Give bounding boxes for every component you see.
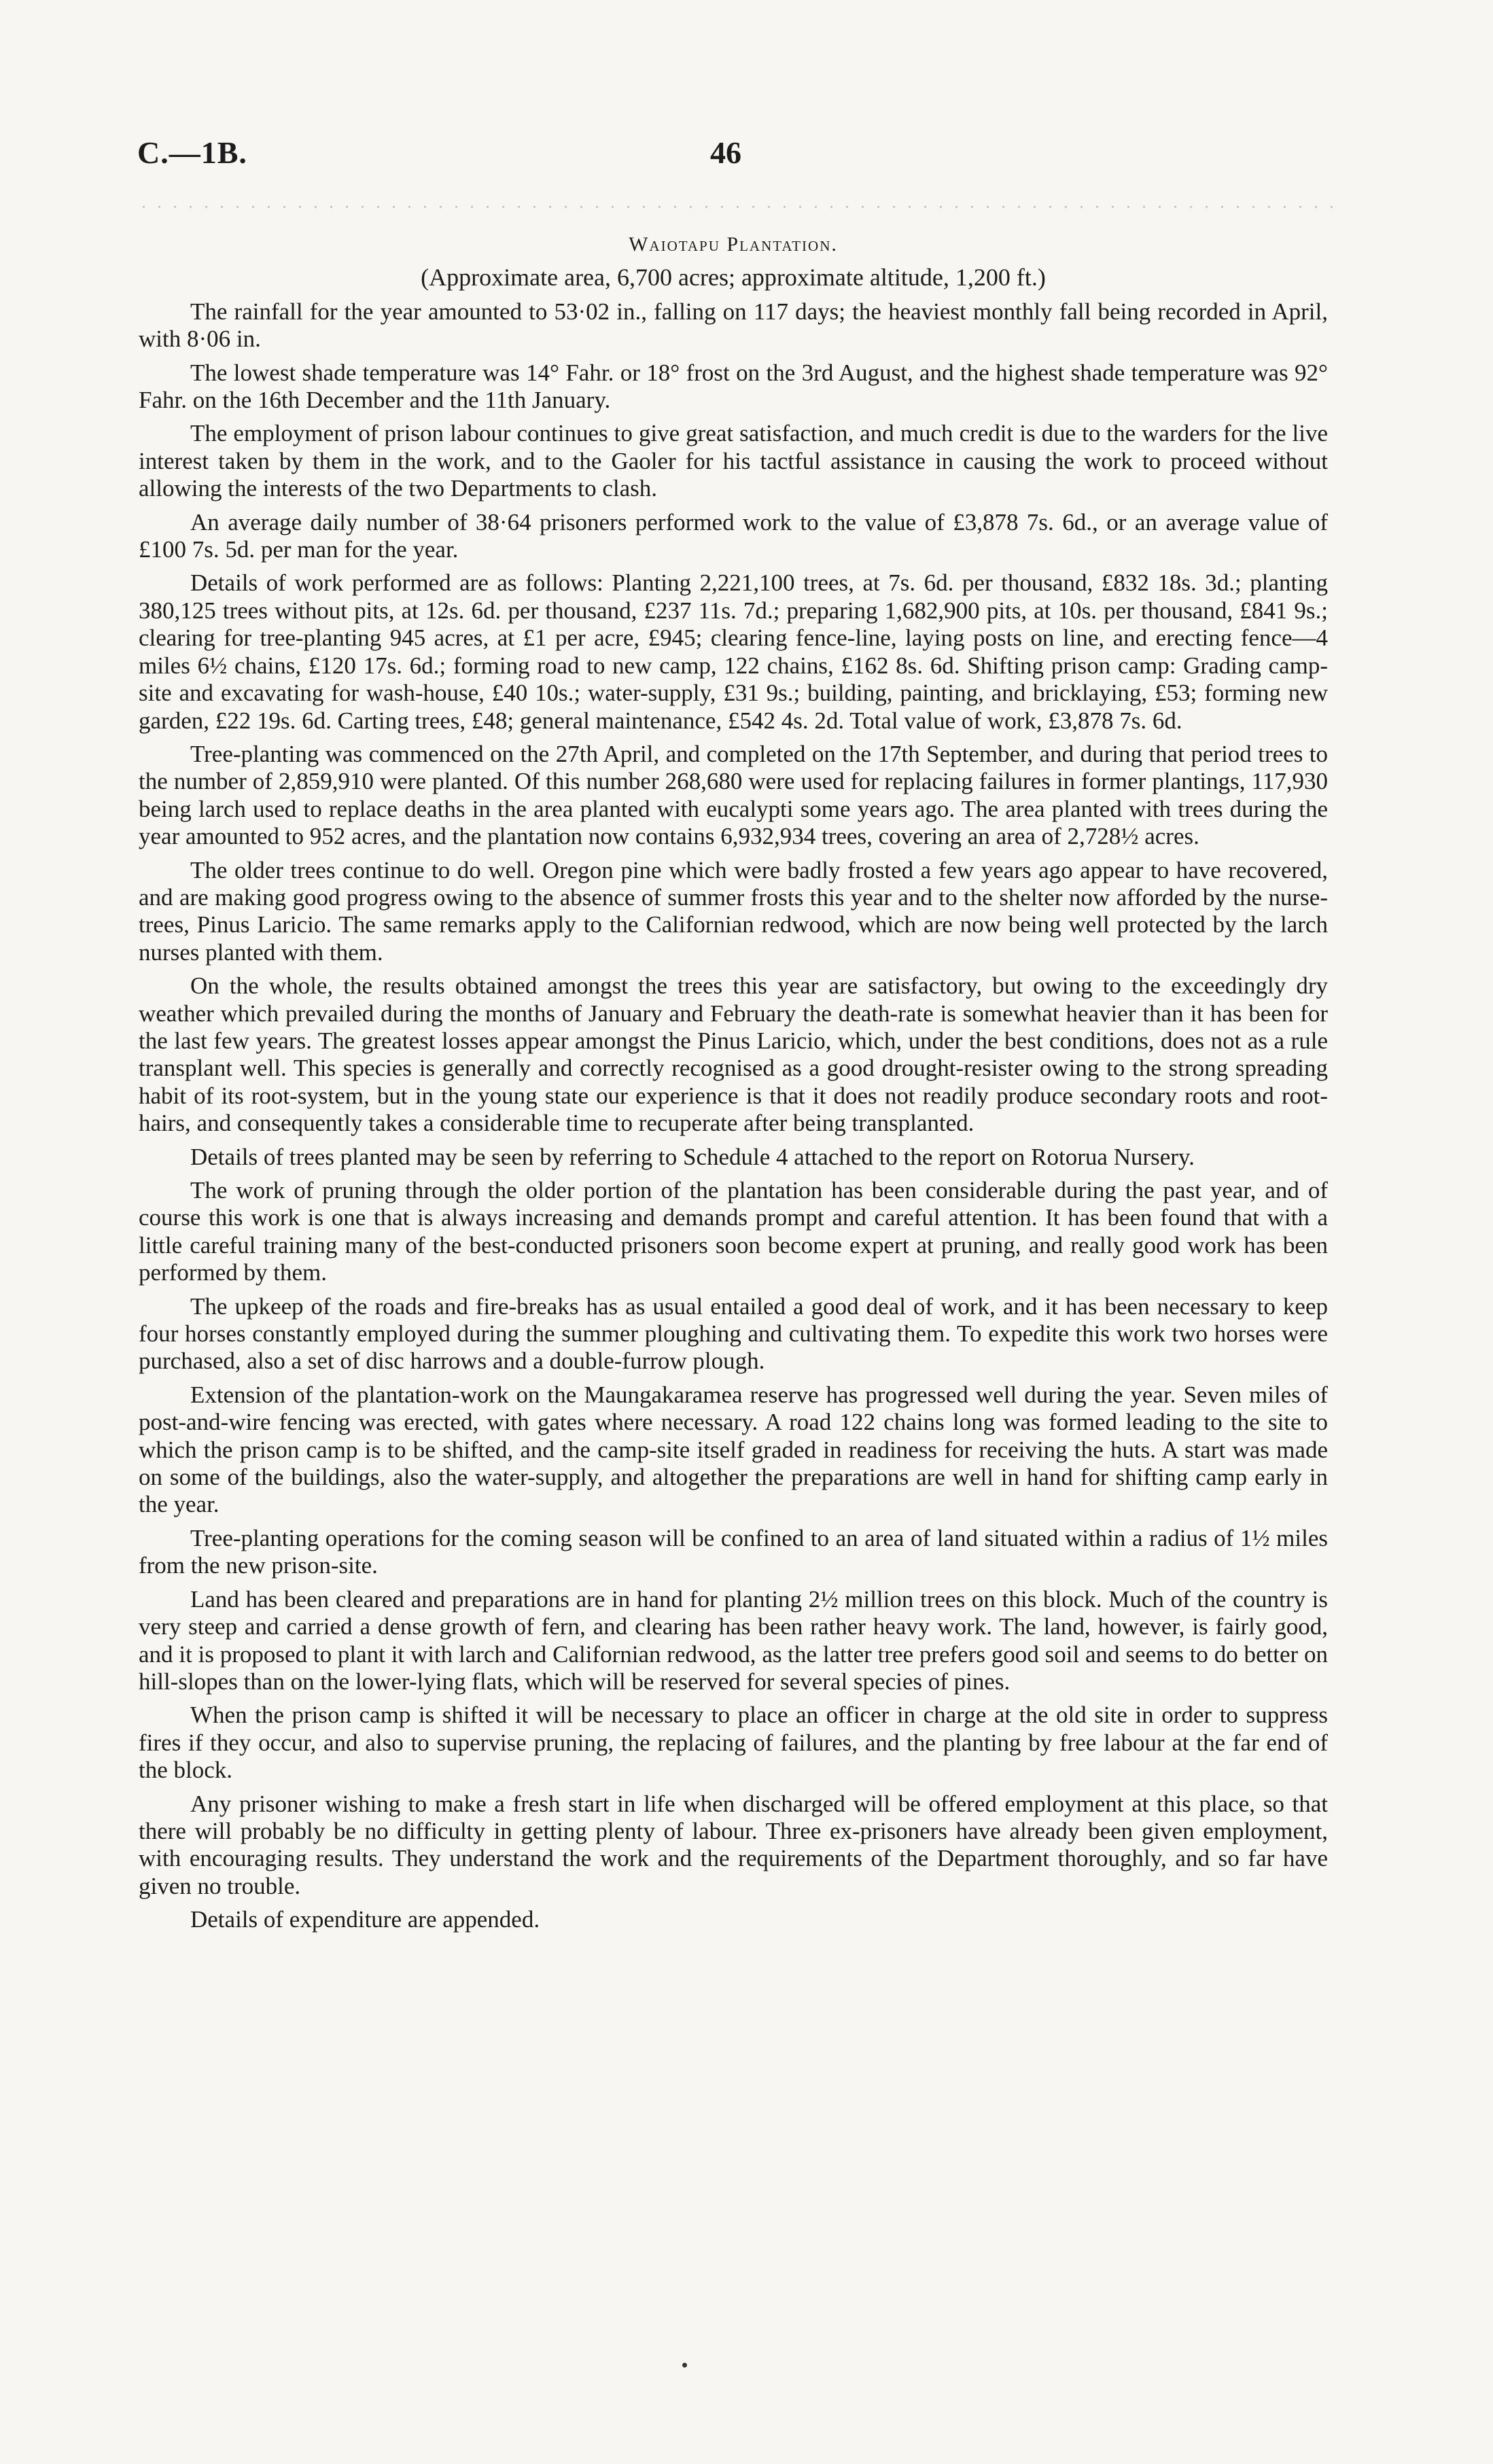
paragraph-work-details: Details of work performed are as follows: Planting 2,221,100 trees, at 7s. 6d. per thousand, £832 18s. 3d.; planting 380,125 trees without pits, at 12s. 6d. per thousand, £237 11s. 7d.; preparing 1,682,900 pits, at 10s. per thousand, £841 9s.; clearing for tree-planting 945 acres, at £1 per acre, £945; clearing fence-line, laying posts on line, and erecting fence—4 miles 6½ chains, £120 17s. 6d.; forming road to new camp, 122 chains, £162 8s. 6d. Shifting prison camp: Grading camp-site and excavating for wash-house, £40 10s.; water-supply, £31 9s.; building, painting, and bricklaying, £53; forming new garden, £22 19s. 6d. Carting trees, £48; general maintenance, £542 4s. 2d. Total value of work, £3,878 7s. 6d. [139,569,1328,734]
paragraph-older-trees: The older trees continue to do well. Oregon pine which were badly frosted a few years ago appear to have recovered, and are making good progress owing to the absence of summer frosts this year and to the shelter now afforded by the nurse-trees, Pinus Laricio. The same remarks apply to the Californian redwood, which are now being well protected by the larch nurses planted with them. [139,856,1328,966]
paragraph-tree-planting: Tree-planting was commenced on the 27th April, and completed on the 17th September, and during that period trees to the number of 2,859,910 were planted. Of this number 268,680 were used for replacing failures in former plantings, 117,930 being larch used to replace deaths in the area planted with eucalypti some years ago. The area planted with trees during the year amounted to 952 acres, and the plantation now contains 6,932,934 trees, covering an area of 2,728½ acres. [139,740,1328,850]
paragraph-expenditure: Details of expenditure are appended. [190,1906,540,1933]
page-number: 46 [710,135,741,170]
paragraph-prison-labour: The employment of prison labour continues to give great satisfaction, and much credit is due to the warders for the live interest taken by them in the work, and to the Gaoler for his tactful assistance in causing the work to proceed without allowing the interests of the two Departments to clash. [139,420,1328,502]
document-body [139,231,1328,1934]
report-reference: C.—1B. [137,135,247,170]
paragraph-ex-prisoners: Any prisoner wishing to make a fresh start in life when discharged will be offered employment at this place, so that there will probably be no difficulty in getting plenty of labour. Three ex-prisoners have already been given employment, with encouraging results. They understand the work and the requirements of the Department thoroughly, and so far have given no trouble. [139,1790,1328,1899]
paragraph-pruning: The work of pruning through the older portion of the plantation has been considerable during the past year, and of course this work is one that is always increasing and demands prompt and careful attention. It has been found that with a little careful training many of the best-conducted prisoners soon become expert at pruning, and really good work has been performed by them. [139,1177,1328,1286]
paragraph-maungakaramea: Extension of the plantation-work on the Maungakaramea reserve has progressed well during the year. Seven miles of post-and-wire fencing was erected, with gates where necessary. A road 122 chains long was formed leading to the site to which the prison camp is to be shifted, and the camp-site itself graded in readiness for receiving the huts. A start was made on some of the buildings, also the water-supply, and altogether the preparations are well in hand for shifting camp early in the year. [139,1381,1328,1518]
section-title: Waiotapu Plantation. [629,233,838,256]
paragraph-average-prisoners: An average daily number of 38·64 prisoners performed work to the value of £3,878 7s. 6d., or an average value of £100 7s. 5d. per man for the year. [139,508,1328,563]
paragraph-rainfall: The rainfall for the year amounted to 53·02 in., falling on 117 days; the heaviest monthly fall being recorded in April, with 8·06 in. [139,298,1328,353]
paragraph-temperature: The lowest shade temperature was 14° Fahr. or 18° frost on the 3rd August, and the highest shade temperature was 92° Fahr. on the 16th December and the 11th January. [139,359,1328,414]
paragraph-camp-shift: When the prison camp is shifted it will be necessary to place an officer in charge at the old site in order to suppress fires if they occur, and also to supervise pruning, the replacing of failures, and the planting by free labour at the far end of the block. [139,1702,1328,1784]
page-mark [682,2363,687,2368]
paragraph-coming-season: Tree-planting operations for the coming season will be confined to an area of land situated within a radius of 1½ miles from the new prison-site. [139,1524,1328,1579]
paragraph-schedule-reference: Details of trees planted may be seen by referring to Schedule 4 attached to the report on Rotorua Nursery. [190,1143,1195,1170]
paragraph-results: On the whole, the results obtained amongst the trees this year are satisfactory, but owing to the exceedingly dry weather which prevailed during the months of January and February the death-rate is somewhat heavier than it has been for the last few years. The greatest losses appear amongst the Pinus Laricio, which, under the best conditions, does not as a rule transplant well. This species is generally and correctly recognised as a good drought-resister owing to the strong spreading habit of its root-system, but in the young state our experience is that it does not readily produce secondary roots and root-hairs, and consequently takes a considerable time to recuperate after being transplanted. [139,972,1328,1137]
section-subtitle: (Approximate area, 6,700 acres; approximate altitude, 1,200 ft.) [421,264,1046,292]
print-noise-divider [136,204,1339,211]
paragraph-roads-upkeep: The upkeep of the roads and fire-breaks has as usual entailed a good deal of work, and it has been necessary to keep four horses constantly employed during the summer ploughing and cultivating them. To expedite this work two horses were purchased, also a set of disc harrows and a double-furrow plough. [139,1292,1328,1375]
paragraph-land-cleared: Land has been cleared and preparations are in hand for planting 2½ million trees on this block. Much of the country is very steep and carried a dense growth of fern, and clearing has been rather heavy work. The land, however, is fairly good, and it is proposed to plant it with larch and Californian redwood, as the latter tree prefers good soil and seems to do better on hill-slopes than on the lower-lying flats, which will be reserved for several species of pines. [139,1585,1328,1695]
